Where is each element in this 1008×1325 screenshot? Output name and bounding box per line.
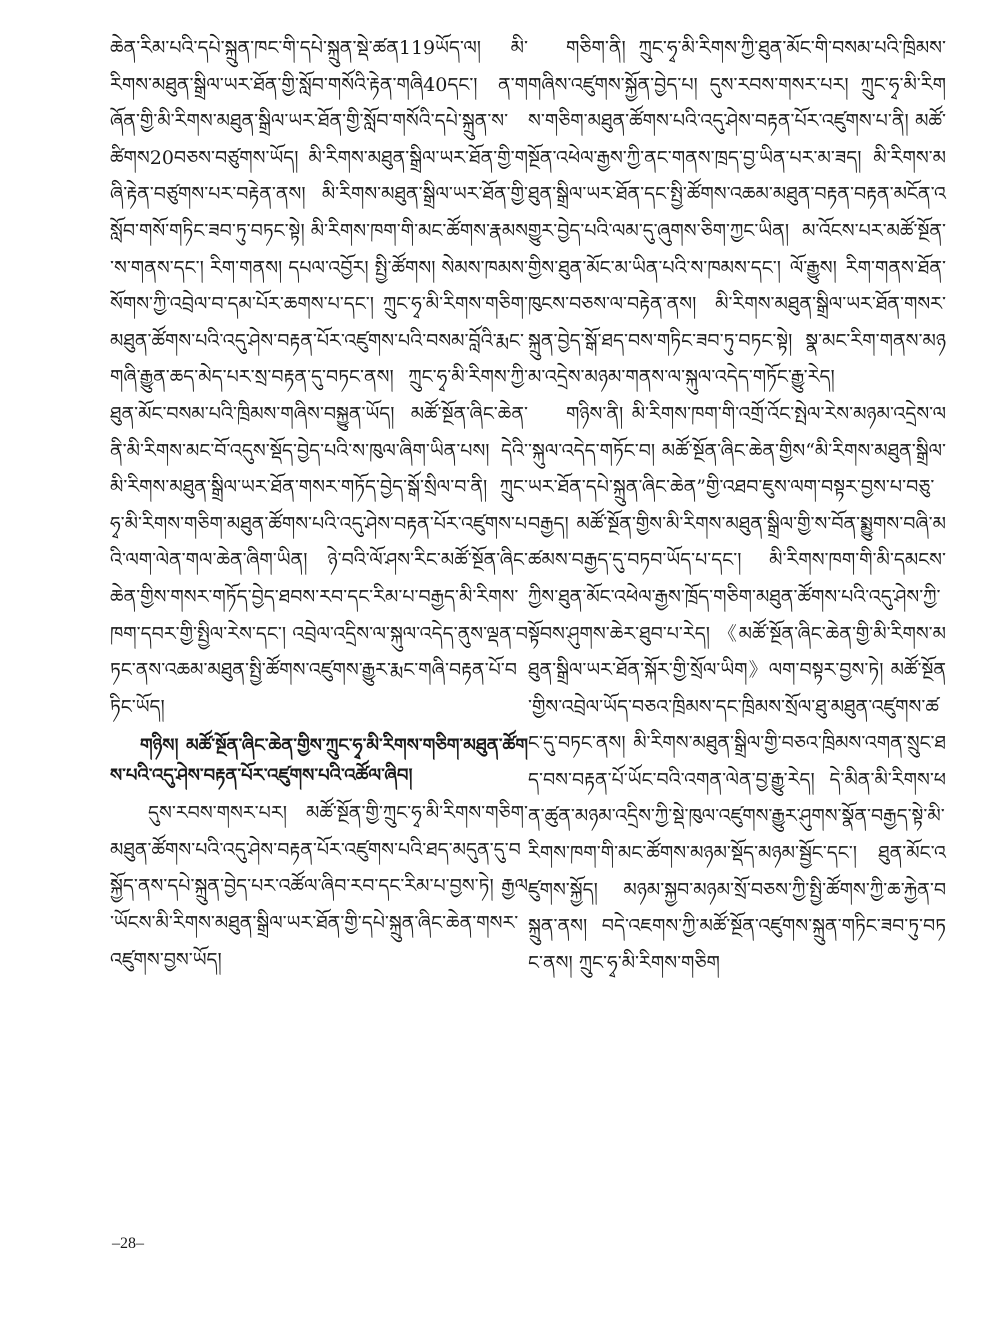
left-paragraph-2: དུས་རབས་གསར་པར། མཚོ་སྔོན་གྱི་ཀྲུང་ཧྭ་མི་རིགས་གཅིག་མཐུན་ཚོགས་པའི་འདུ་ཤེས་བརྟན་པོར་འཛུགས་པའི་ཐད་མདུན་དུ་བསྐྱོད་ནས་དཔེ་སྐྲུན་བྱེད་པར་འཚོལ་ཞིབ་རབ་དང་རིམ་པ་བྱས་ཏེ། རྒྱལ་ཡོངས་མི་རིགས་མཐུན་སྒྲིལ་ཡར་ཐོན་གྱི་དཔེ་སྐྲུན་ཞིང་ཆེན་གསར་འཛུགས་བྱས་ཡོད། (110, 802, 528, 971)
right-paragraph-2: གཉིས་ནི། མི་རིགས་ཁག་གི་འགྲོ་འོང་སྤེལ་རེས་མཉམ་འདྲེས་ལ་སྐུལ་འདེད་གཏོང་བ། མཚོ་སྔོན་ཞིང་ཆེན་གྱིས“མི་རིགས་མཐུན་སྒྲིལ་ཡར་ཐོན་དཔེ་སྐྲུན་ཞིང་ཆེན”གྱི་འཐབ་ཇུས་ལག་བསྟར་བྱས་པ་བཅུ་བརྒྱད། མཚོ་སྔོན་གྱིས་མི་རིགས་མཐུན་སྒྲིལ་གྱི་ས་བོན་སྨྱུགས་བཞི་མཚམས་བརྒྱད་དུ་བཏབ་ཡོད་པ་དང་། མི་རིགས་ཁག་གི་མི་དམངས་ཀྱིས་ཐུན་མོང་འཕེལ་རྒྱས་ཁྲོད་གཅིག་མཐུན་ཚོགས་པའི་འདུ་ཤེས་ཀྱི་སྟོབས་ཤུགས་ཆེར་ཐུབ་པ་རེད། 《མཚོ་སྔོན་ཞིང་ཆེན་གྱི་མི་རིགས་མཐུན་སྒྲིལ་ཡར་ཐོན་སྐོར་གྱི་སྲོལ་ཡིག》ལག་བསྟར་བྱས་ཏེ། མཚོ་སྔོན་གྱིས་འབྲེལ་ཡོད་བཅའ་ཁྲིམས་དང་ཁྲིམས་སྲོལ་ཐུ་མཐུན་འཛུགས་ཚང་དུ་བཏང་ནས། མི་རིགས་མཐུན་སྒྲིལ་གྱི་བཅའ་ཁྲིམས་འགན་སྲུང་ཐད་བས་བརྟན་པོ་ཡོང་བའི་འགན་ལེན་བྱ་རྒྱུ་རེད། དེ་མིན་མི་རིགས་ཕན་ཚུན་མཉམ་འདྲིས་ཀྱི་སྡེ་ཁུལ་འཛུགས་རྒྱུར་ཤུགས་སྣོན་བརྒྱད་སྟེ་མི་རིགས་ཁག་གི་མང་ཚོགས་མཉམ་སྡོད་མཉམ་སྦྱོང་དང་། ཐུན་མོང་འཛུགས་སྐྱོད། མཉམ་སྐྱབ་མཉམ་སྲོ་བཅས་ཀྱི་སྤྱི་ཚོགས་ཀྱི་ཆ་རྐྱེན་བསྐྲུན་ནས། བདེ་འཇགས་ཀྱི་མཚོ་སྔོན་འཛུགས་སྐྲུན་གཏིང་ཟབ་ཏུ་བཏང་ནས། ཀྲུང་ཧྭ་མི་རིགས་གཅིག (528, 402, 946, 974)
left-column (110, 30, 528, 978)
section-heading: གཉིས། མཚོ་སྔོན་ཞིང་ཆེན་གྱིས་ཀྲུང་ཧྭ་མི་རིགས་གཅིག་མཐུན་ཚོགས་པའི་འདུ་ཤེས་བརྟན་པོར་འཛུགས་པའི་འཚོལ་ཞིབ། (110, 735, 528, 787)
page-number: –28– (112, 1235, 144, 1252)
right-paragraph-1: གཅིག་ནི། ཀྲུང་ཧྭ་མི་རིགས་ཀྱི་ཐུན་མོང་གི་བསམ་པའི་ཁྲིམས་གཞིས་འཛུགས་སྐྱོན་བྱེད་པ། དུས་རབས་གསར་པར། ཀྲུང་ཧྭ་མི་རིགས་གཅིག་མཐུན་ཚོགས་པའི་འདུ་ཤེས་བརྟན་པོར་འཛུགས་པ་ནི། མཚོ་སྔོན་འཕེལ་རྒྱས་ཀྱི་ནང་གནས་ཁྲད་བྱ་ཡིན་པར་མ་ཟད། མི་རིགས་མཐུན་སྒྲིལ་ཡར་ཐོན་དང་སྤྱི་ཚོགས་འཆམ་མཐུན་བརྟན་བརྟན་མངོན་འགྱུར་བྱེད་པའི་ལམ་དུ་ཞུགས་ཅིག་ཀྱང་ཡིན། མ་འོངས་པར་མཚོ་སྔོན་གྱིས་ཐུན་མོང་མ་ཡིན་པའི་ས་ཁམས་དང་། ལོ་རྒྱུས། རིག་གནས་ཐོན་ཁུངས་བཅས་ལ་བརྟེན་ནས། མི་རིགས་མཐུན་སྒྲིལ་ཡར་ཐོན་གསར་སྐྲུན་བྱེད་སྒོ་ཐད་བས་གཏིང་ཟབ་ཏུ་བཏང་སྟེ། སྣ་མང་རིག་གནས་མཉམ་འདྲེས་མཉམ་གནས་ལ་སྐུལ་འདེད་གཏོང་རྒྱུ་རེད། (528, 37, 946, 389)
left-paragraph-1: ཆེན་རིམ་པའི་དཔེ་སྐྲུན་ཁང་གི་དཔེ་སྐྲུན་སྡེ་ཚན119ཡོད་ལ། མི་རིགས་མཐུན་སྒྲིལ་ཡར་ཐོན་གྱི་སློབ་གསོའི་རྟེན་གཞི40དང་། ན་གཞོན་གྱི་མི་རིགས་མཐུན་སྒྲིལ་ཡར་ཐོན་གྱི་སློབ་གསོའི་དཔེ་སྐྲུན་ས་ཚིགས20བཅས་བཙུགས་ཡོད། མི་རིགས་མཐུན་སྒྲིལ་ཡར་ཐོན་གྱི་གཞི་རྟེན་བཙུགས་པར་བརྟེན་ནས། མི་རིགས་མཐུན་སྒྲིལ་ཡར་ཐོན་གྱི་སློབ་གསོ་གཏིང་ཟབ་ཏུ་བཏང་སྟེ། མི་རིགས་ཁག་གི་མང་ཚོགས་རྣམས་ས་གནས་དང་། རིག་གནས། དཔལ་འབྱོར། སྤྱི་ཚོགས། སེམས་ཁམས་སོགས་ཀྱི་འབྲེལ་བ་དམ་པོར་ཆགས་པ་དང་། ཀྲུང་ཧྭ་མི་རིགས་གཅིག་མཐུན་ཚོགས་པའི་འདུ་ཤེས་བརྟན་པོར་འཛུགས་པའི་བསམ་བློའི་རྨང་གཞི་རྒྱུན་ཆད་མེད་པར་སྲ་བརྟན་དུ་བཏང་ནས། ཀྲུང་ཧྭ་མི་རིགས་ཀྱི་ཐུན་མོང་བསམ་པའི་ཁྲིམས་གཞིས་བསྐྱུན་ཡོད། མཚོ་སྔོན་ཞིང་ཆེན་ནི་མི་རིགས་མང་བོ་འདུས་སྡོད་བྱེད་པའི་ས་ཁུལ་ཞིག་ཡིན་པས། དེའི་མི་རིགས་མཐུན་སྒྲིལ་ཡར་ཐོན་གསར་གཏོད་བྱེད་སྒོ་སྲིལ་བ་ནི། ཀྲུང་ཧྭ་མི་རིགས་གཅིག་མཐུན་ཚོགས་པའི་འདུ་ཤེས་བརྟན་པོར་འཛུགས་པའི་ལག་ལེན་གལ་ཆེན་ཞིག་ཡིན། ཉེ་བའི་ལོ་ཤས་རིང་མཚོ་སྔོན་ཞིང་ཆེན་གྱིས་གསར་གཏོད་བྱེད་ཐབས་རབ་དང་རིམ་པ་བརྒྱད་མི་རིགས་ཁག་དབར་གྱི་སྤྱིལ་རེས་དང་། འབྲེལ་འདྲིས་ལ་སྐུལ་འདེད་ནུས་ལྡན་བཏང་ནས་འཆམ་མཐུན་སྤྱི་ཚོགས་འཛུགས་རྒྱུར་རྨང་གཞི་བརྟན་པོ་བཏིང་ཡོད། (110, 37, 528, 718)
right-column (528, 30, 946, 981)
